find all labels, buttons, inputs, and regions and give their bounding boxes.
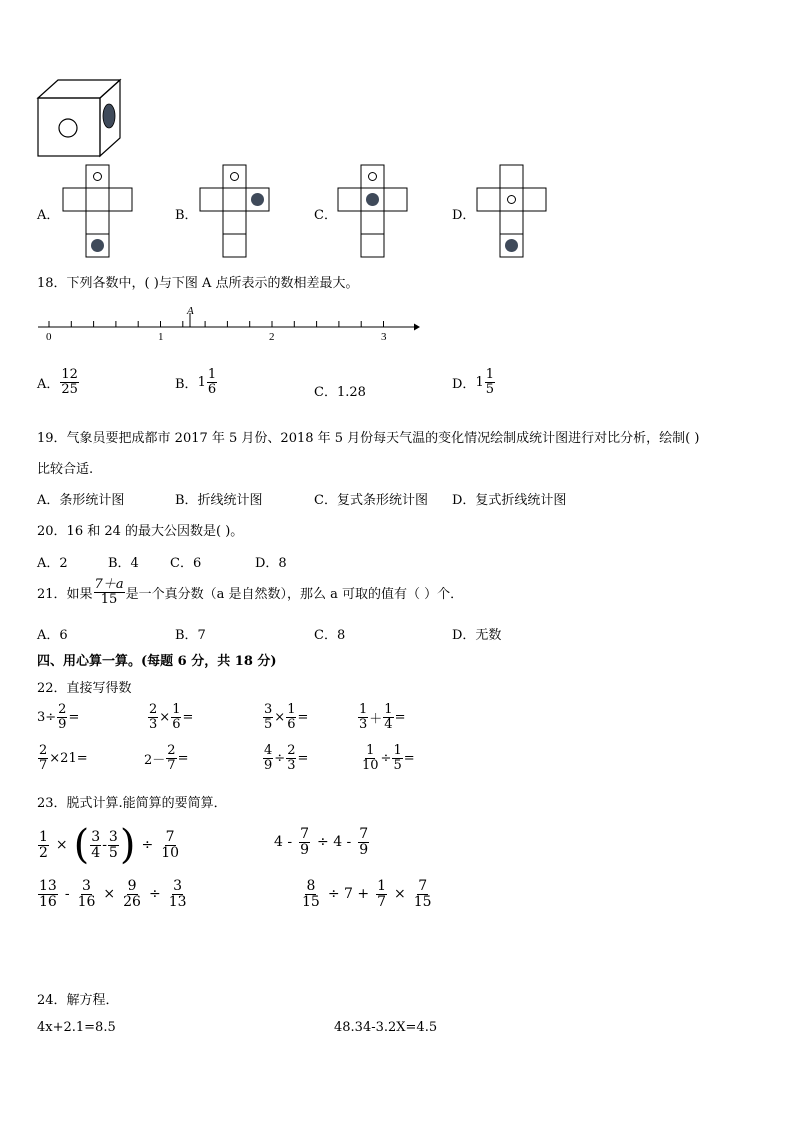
q21-option-d[interactable]: D．无数 [452, 628, 502, 643]
axis-label-1: 1 [158, 331, 164, 343]
q21-option-a[interactable]: A．6 [37, 628, 68, 643]
fraction: $\frac{7+a}{15}$ [94, 577, 124, 607]
q21-prefix: 21．如果 [37, 586, 93, 602]
q19-stem-line2: 比较合适. [37, 462, 94, 477]
equation-2: 48.34-3.2X=4.5 [334, 1020, 438, 1035]
q18-option-d-label: D． [452, 376, 476, 392]
net-option-c [337, 164, 409, 258]
q23-stem: 23．脱式计算.能简算的要简算． [37, 796, 227, 811]
net-option-a [62, 164, 134, 258]
expression-1: $\frac{1}{2}$ × ( $\frac{3}{4}$ - $\frac{3}{5}$ ) ÷ $\frac{7}{10}$ [39, 822, 180, 868]
calc-item: $\frac{4}{9}$ ÷ $\frac{2}{3}$ = [264, 743, 309, 773]
axis-label-2: 2 [269, 331, 275, 343]
axis-label-3: 3 [381, 331, 387, 343]
q21-option-c[interactable]: C．8 [314, 628, 346, 643]
q17-option-a-label[interactable]: A． [37, 208, 60, 223]
mixed-whole: 1 [475, 374, 484, 390]
q18-option-a-label: A． [37, 376, 60, 392]
calc-item: $\frac{1}{10}$ ÷ $\frac{1}{5}$ = [362, 743, 415, 773]
expression-3: $\frac{13}{16}$ - $\frac{3}{16}$ × $\frac{9}{26}$ ÷ $\frac{3}{13}$ [39, 878, 187, 910]
axis-label-0: 0 [46, 331, 52, 343]
q17-option-c-label[interactable]: C． [314, 208, 337, 223]
q19-option-d[interactable]: D．复式折线统计图 [452, 493, 567, 508]
calc-item: $\frac{2}{7}$ ×21= [39, 743, 88, 773]
q21-option-b[interactable]: B．7 [175, 628, 206, 643]
net-option-d [476, 164, 548, 258]
expression-4: $\frac{8}{15}$ ÷ 7 + $\frac{1}{7}$ × $\frac{7}{15}$ [302, 878, 432, 910]
fraction: $\frac{12}{25}$ [61, 367, 78, 397]
q19-option-c[interactable]: C．复式条形统计图 [314, 493, 428, 508]
q18-option-d[interactable] [452, 368, 496, 396]
q20-option-d[interactable]: D．8 [255, 556, 287, 571]
equation-1: 4x+2.1=8.5 [37, 1020, 116, 1035]
q18-option-b-label: B． [175, 376, 198, 392]
point-a-label: A [187, 305, 194, 317]
section-title: 四、用心算一算。(每题 6 分，共 18 分) [37, 654, 277, 669]
calc-item: $\frac{3}{5}$ × $\frac{1}{6}$ = [264, 702, 309, 732]
q19-option-a[interactable]: A．条形统计图 [37, 493, 125, 508]
cube-figure [36, 78, 126, 160]
q18-option-a[interactable] [37, 368, 80, 396]
q24-stem: 24．解方程． [37, 993, 119, 1008]
calc-item: 2－ $\frac{2}{7}$ = [144, 743, 189, 773]
q19-stem-line1: 19．气象员要把成都市 2017 年 5 月份、2018 年 5 月份每天气温的变化情况绘制成统计图进行对比分析，绘制( ) [37, 431, 700, 446]
q18-option-c[interactable]: C．1.28 [314, 385, 366, 400]
q20-option-b[interactable]: B．4 [108, 556, 139, 571]
calc-item: $\frac{2}{3}$ × $\frac{1}{6}$ = [149, 702, 194, 732]
calc-item: $\frac{1}{3}$ ＋ $\frac{1}{4}$ = [359, 702, 406, 732]
net-option-b [199, 164, 271, 258]
mixed-whole: 1 [197, 374, 206, 390]
q17-option-d-label[interactable]: D． [452, 208, 476, 223]
q22-stem: 22．直接写得数 [37, 681, 132, 696]
number-line [36, 303, 426, 345]
calc-item: 3÷ $\frac{2}{9}$ = [37, 702, 80, 732]
q18-stem: 18．下列各数中，( )与下图 A 点所表示的数相差最大。 [37, 276, 359, 291]
q20-option-c[interactable]: C．6 [170, 556, 202, 571]
q20-option-a[interactable]: A．2 [37, 556, 68, 571]
q18-option-b[interactable] [175, 368, 218, 396]
q17-option-b-label[interactable]: B． [175, 208, 198, 223]
q21-stem [37, 578, 463, 606]
expression-2: 4 - $\frac{7}{9}$ ÷ 4 - $\frac{7}{9}$ [274, 826, 369, 858]
q21-suffix: 是一个真分数（a 是自然数），那么 a 可取的值有（ ）个． [125, 586, 464, 602]
q19-option-b[interactable]: B．折线统计图 [175, 493, 263, 508]
fraction: $\frac{1}{5}$ [485, 367, 494, 397]
fraction: $\frac{1}{6}$ [207, 367, 217, 397]
q20-stem: 20．16 和 24 的最大公因数是( )。 [37, 524, 244, 539]
